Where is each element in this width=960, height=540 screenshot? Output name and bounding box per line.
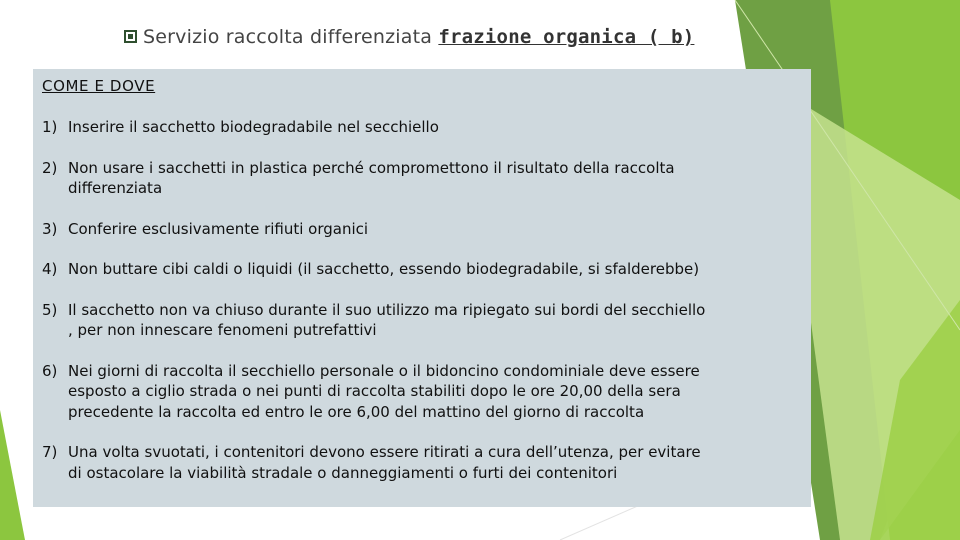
list-item [42,117,802,138]
content-panel [33,69,811,507]
item-text [68,117,802,138]
item-line: esposto a ciglio strada o nei punti di raccolta stabiliti dopo le ore 20,00 della sera [68,382,681,400]
panel-heading: COME E DOVE [42,77,156,95]
list-item [42,361,802,423]
item-line: Nei giorni di raccolta il secchiello personale o il bidoncino condominiale deve essere [68,361,700,380]
list-item [42,259,802,280]
item-line: differenziata [68,179,163,197]
item-line: , per non innescare fenomeni putrefattivi [68,321,377,339]
item-line: di ostacolare la viabilità stradale o danneggiamenti o furti dei contenitori [68,463,618,482]
item-text [68,259,802,280]
list-item [42,300,802,341]
slide-title [124,26,694,48]
item-text [68,300,802,341]
item-number: 5) [42,300,58,319]
list-item [42,442,802,483]
list-item [42,219,802,240]
item-text [68,361,802,423]
checkbox-bullet-icon [124,30,137,43]
item-line: Inserire il sacchetto biodegradabile nel secchiello [68,118,439,136]
item-number: 3) [42,219,58,238]
item-line: Non buttare cibi caldi o liquidi (il sacchetto, essendo biodegradabile, si sfalderebbe) [68,260,700,278]
item-number: 2) [42,158,58,177]
item-number: 4) [42,260,58,278]
item-line: Il sacchetto non va chiuso durante il suo utilizzo ma ripiegato sui bordi del secchiello [68,300,706,319]
item-line: Non usare i sacchetti in plastica perché compromettono il risultato della raccolta [68,158,675,177]
item-text [68,158,802,199]
item-line: Conferire esclusivamente rifiuti organici [68,219,369,238]
item-line: Una volta svuotati, i contenitori devono essere ritirati a cura dell’utenza, per evitare [68,443,701,461]
item-text [68,219,802,240]
item-text [68,442,802,483]
thin-line-bottom [560,505,640,540]
item-number: 6) [42,361,58,380]
item-number: 1) [42,118,58,136]
title-prefix: Servizio raccolta differenziata [143,26,433,48]
list-item [42,158,802,199]
item-line: precedente la raccolta ed entro le ore 6,00 del mattino del giorno di raccolta [68,402,645,421]
left-green-triangle [0,410,25,540]
title-emphasis: frazione organica ( b) [438,26,695,48]
item-number: 7) [42,443,58,461]
